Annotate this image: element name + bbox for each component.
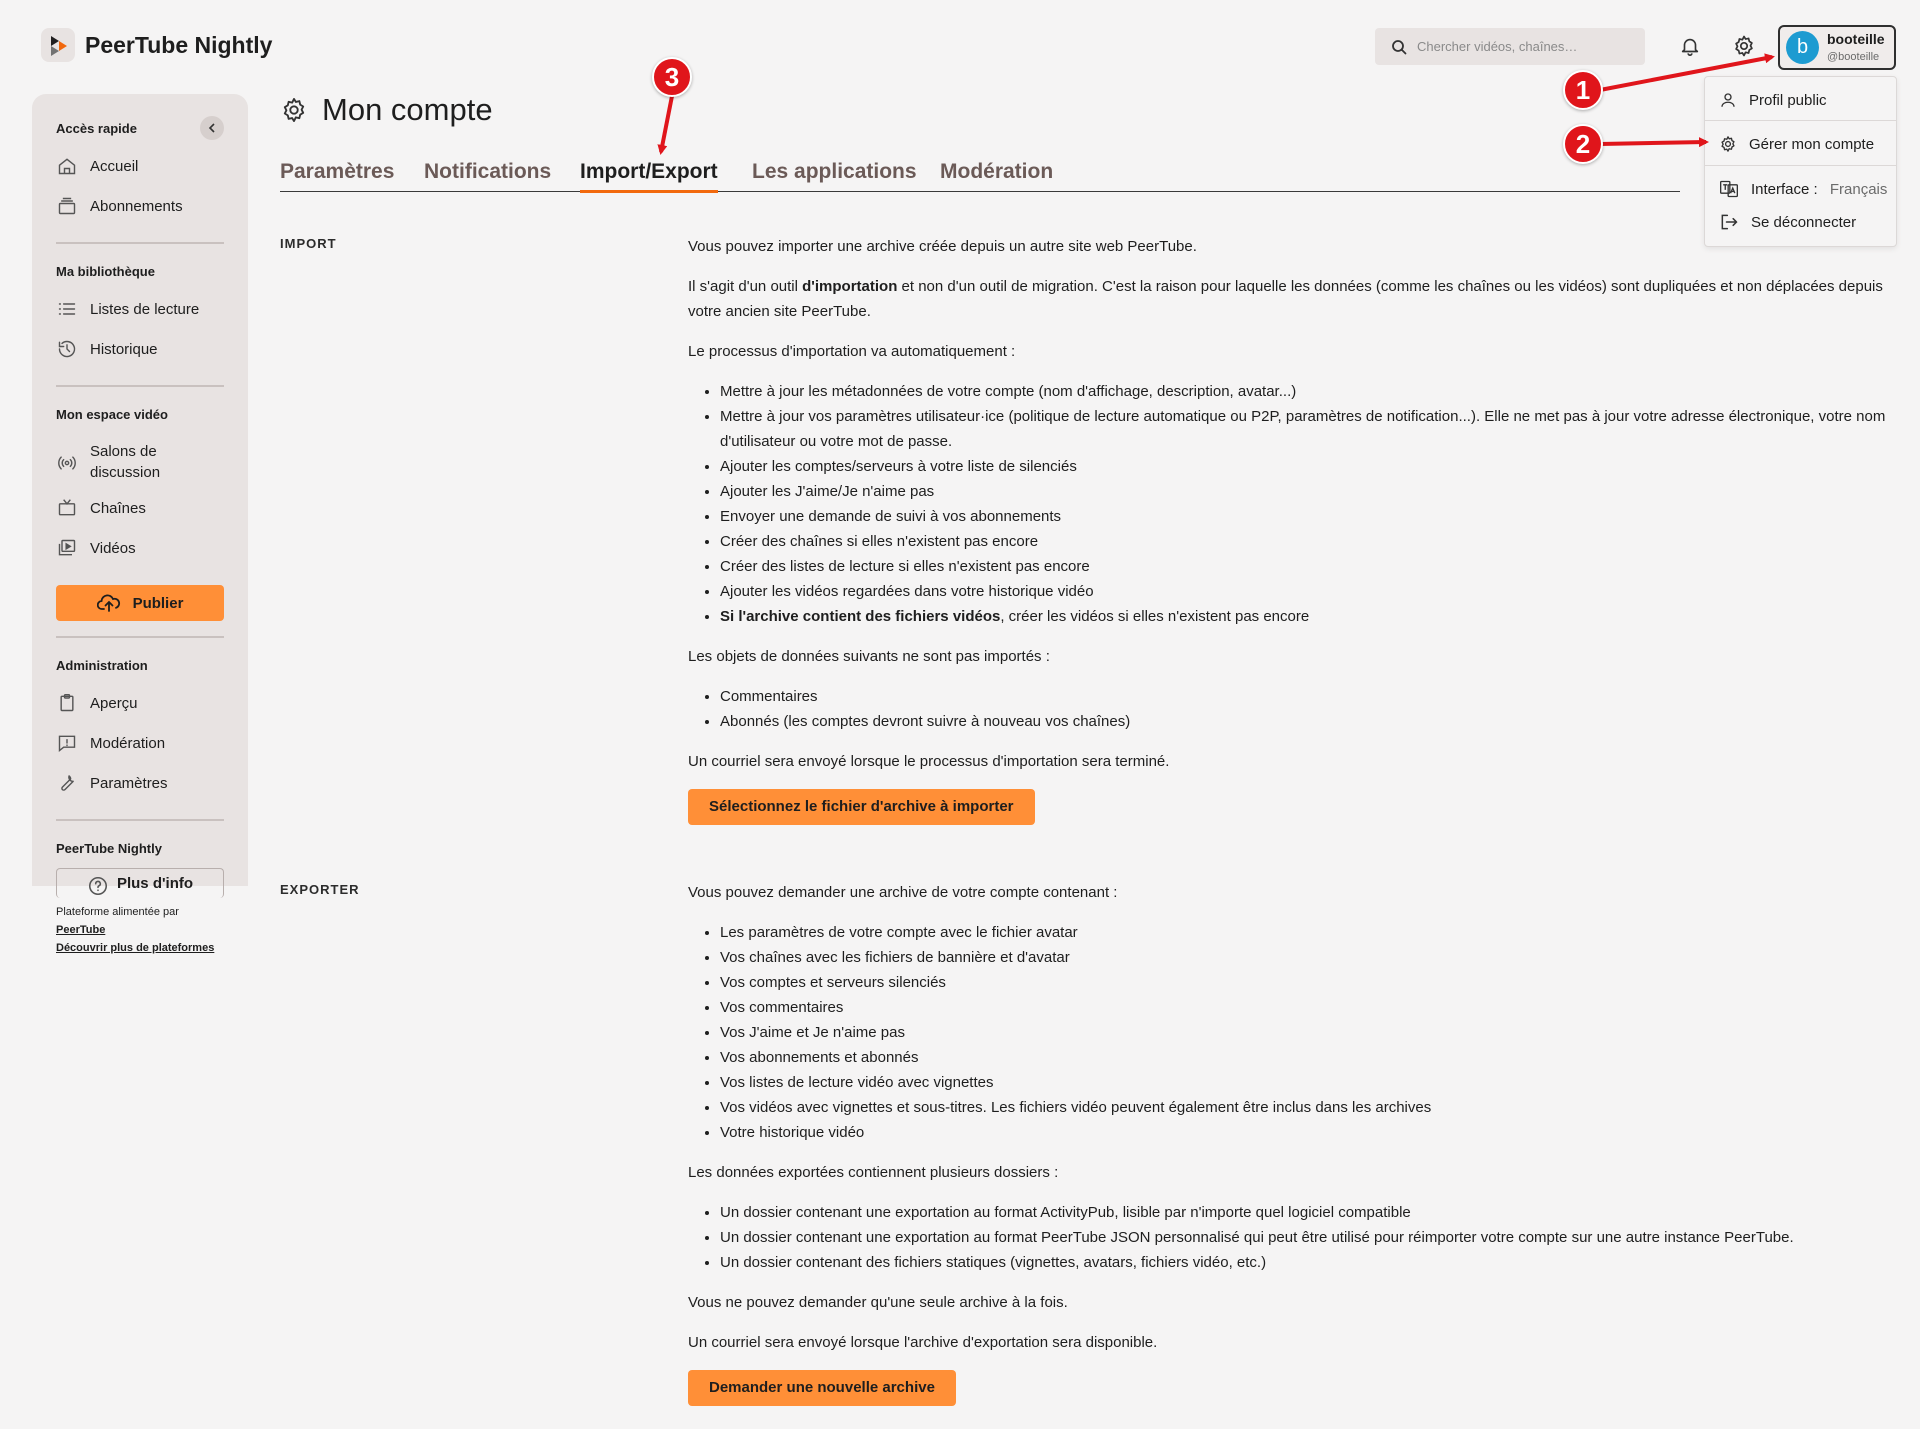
- sidebar-section-video-space: Mon espace vidéo: [56, 407, 168, 422]
- tv-icon: [56, 497, 78, 519]
- publish-button[interactable]: [56, 585, 224, 621]
- home-icon: [56, 155, 78, 177]
- wrench-icon: [56, 772, 78, 794]
- list-item: • Un dossier contenant des fichiers statiques (vignettes, avatars, fichiers vidéo, etc.): [720, 1250, 1898, 1275]
- report-icon: [56, 732, 78, 754]
- annotation-marker-1: 1: [1563, 70, 1603, 110]
- footer-link-discover-platforms[interactable]: Découvrir plus de plateformes: [56, 942, 215, 954]
- upload-cloud-icon: [97, 593, 121, 613]
- sidebar: [32, 94, 248, 892]
- sidebar-item-playlists[interactable]: [56, 298, 199, 320]
- sidebar-footer: [56, 903, 214, 957]
- import-process-list: [720, 379, 1898, 629]
- export-section: [688, 880, 1898, 1406]
- footer-link-peertube[interactable]: PeerTube: [56, 924, 106, 936]
- export-intro: Vous pouvez demander une archive de votre compte contenant :: [688, 884, 1118, 901]
- interface-language-value: Français: [1829, 180, 1888, 198]
- sidebar-item-label: Paramètres: [90, 774, 168, 792]
- videos-icon: [56, 537, 78, 559]
- sidebar-item-channels[interactable]: [56, 497, 146, 519]
- list-icon: [56, 298, 78, 320]
- broadcast-icon: [56, 452, 78, 474]
- annotation-marker-3: 3: [652, 57, 692, 97]
- sidebar-item-label: Chaînes: [90, 499, 146, 517]
- menu-item-label: Gérer mon compte: [1749, 135, 1875, 153]
- user-display-name: booteille: [1827, 31, 1885, 48]
- sidebar-item-label: Aperçu: [90, 694, 138, 712]
- list-item: • Un dossier contenant une exportation au format PeerTube JSON personnalisé qui peut être utilisé pour réimporter votre compte sur une autre instance PeerTube.: [720, 1225, 1898, 1250]
- chevron-left-icon: [206, 122, 218, 134]
- gear-icon: [280, 96, 308, 124]
- more-info-button[interactable]: [56, 868, 224, 898]
- import-tool-note: Il s'agit d'un outil d'importation et non d'un outil de migration. C'est la raison pour laquelle les données (comme les chaînes ou les vidéos) sont dupliquées et non déplacées depuis votre ancien site PeerTube.: [688, 278, 1883, 320]
- sidebar-section-library: Ma bibliothèque: [56, 264, 155, 279]
- import-not-imported-intro: Les objets de données suivants ne sont pas importés :: [688, 648, 1050, 665]
- list-item: • Mettre à jour les métadonnées de votre compte (nom d'affichage, description, avatar...): [720, 379, 1898, 404]
- tab-import-export[interactable]: Import/Export: [580, 160, 718, 193]
- list-item: • Ajouter les J'aime/Je n'aime pas: [720, 479, 1898, 504]
- list-item: • Vos commentaires: [720, 995, 1898, 1020]
- sidebar-item-label: Modération: [90, 734, 166, 752]
- import-section-label: IMPORT: [280, 236, 337, 251]
- list-item: • Vos J'aime et Je n'aime pas: [720, 1020, 1898, 1045]
- account-tabs: [280, 160, 1680, 192]
- tab-notifications[interactable]: Notifications: [424, 160, 552, 183]
- list-item: • Créer des listes de lecture si elles n'existent pas encore: [720, 554, 1898, 579]
- list-item: • Commentaires: [720, 684, 1898, 709]
- help-circle-icon: [87, 875, 109, 897]
- page-title-text: Mon compte: [322, 92, 493, 127]
- list-item: • Créer des chaînes si elles n'existent pas encore: [720, 529, 1898, 554]
- menu-item-label: Se déconnecter: [1751, 213, 1857, 231]
- list-item: • Ajouter les comptes/serveurs à votre liste de silenciés: [720, 454, 1898, 479]
- import-email-note: Un courriel sera envoyé lorsque le processus d'importation sera terminé.: [688, 753, 1170, 770]
- tab-applications[interactable]: Les applications: [752, 160, 917, 183]
- avatar: b: [1786, 31, 1819, 64]
- export-email-note: Un courriel sera envoyé lorsque l'archive d'exportation sera disponible.: [688, 1334, 1158, 1351]
- subscriptions-icon: [56, 195, 78, 217]
- arrow-2: [1600, 142, 1706, 144]
- list-item: • Vos chaînes avec les fichiers de bannière et d'avatar: [720, 945, 1898, 970]
- sidebar-item-live-chat[interactable]: [56, 441, 190, 483]
- sidebar-section-instance: PeerTube Nightly: [56, 841, 162, 856]
- export-section-label: EXPORTER: [280, 882, 360, 897]
- sidebar-divider: [56, 636, 224, 638]
- sidebar-item-label: Vidéos: [90, 539, 136, 557]
- page-title: [280, 92, 493, 128]
- interface-label: Interface :: [1751, 180, 1818, 198]
- list-item: • Un dossier contenant une exportation au format ActivityPub, lisible par n'importe quel logiciel compatible: [720, 1200, 1898, 1225]
- request-new-archive-button[interactable]: Demander une nouvelle archive: [688, 1370, 956, 1406]
- sidebar-item-overview[interactable]: [56, 692, 138, 714]
- user-handle: @booteille: [1827, 50, 1880, 63]
- list-item: • Vos comptes et serveurs silenciés: [720, 970, 1898, 995]
- list-item: • Ajouter les vidéos regardées dans votre historique vidéo: [720, 579, 1898, 604]
- sidebar-item-home[interactable]: [56, 155, 138, 177]
- sidebar-item-label: Historique: [90, 340, 158, 358]
- import-not-imported-list: [720, 684, 1898, 734]
- publish-label: Publier: [132, 594, 184, 612]
- export-items-list: [720, 920, 1898, 1145]
- list-item: • Vos vidéos avec vignettes et sous-titres. Les fichiers vidéo peuvent également être inclus dans les archives: [720, 1095, 1898, 1120]
- export-folders-list: [720, 1200, 1898, 1275]
- export-one-at-a-time: Vous ne pouvez demander qu'une seule archive à la fois.: [688, 1294, 1068, 1311]
- import-section: [688, 234, 1898, 825]
- clipboard-icon: [56, 692, 78, 714]
- sidebar-item-videos[interactable]: [56, 537, 136, 559]
- app-name: PeerTube Nightly: [85, 31, 273, 58]
- import-intro: Vous pouvez importer une archive créée depuis un autre site web PeerTube.: [688, 238, 1197, 255]
- tab-settings[interactable]: Paramètres: [280, 160, 395, 183]
- tab-moderation[interactable]: Modération: [940, 160, 1054, 183]
- sidebar-section-administration: Administration: [56, 658, 148, 673]
- sidebar-divider: [56, 819, 224, 821]
- list-item: • Vos abonnements et abonnés: [720, 1045, 1898, 1070]
- history-icon: [56, 338, 78, 360]
- sidebar-item-subscriptions[interactable]: [56, 195, 183, 217]
- sidebar-divider: [56, 242, 224, 244]
- sidebar-item-label: Listes de lecture: [90, 300, 200, 318]
- sidebar-item-label: Accueil: [90, 157, 139, 175]
- sidebar-item-moderation[interactable]: [56, 732, 165, 754]
- sidebar-item-label: Salons de discussion: [90, 443, 161, 481]
- footer-text: Plateforme alimentée par: [56, 906, 179, 918]
- list-item: • Vos listes de lecture vidéo avec vignettes: [720, 1070, 1898, 1095]
- sidebar-item-history[interactable]: [56, 338, 158, 360]
- list-item: • Si l'archive contient des fichiers vidéos, créer les vidéos si elles n'existent pas encore: [720, 604, 1898, 629]
- select-import-archive-button[interactable]: Sélectionnez le fichier d'archive à importer: [688, 789, 1035, 825]
- sidebar-section-quick-access: Accès rapide: [56, 121, 137, 136]
- export-folders-intro: Les données exportées contiennent plusieurs dossiers :: [688, 1164, 1059, 1181]
- arrow-1: [1600, 57, 1772, 90]
- more-info-label: Plus d'info: [116, 875, 194, 892]
- list-item: • Abonnés (les comptes devront suivre à nouveau vos chaînes): [720, 709, 1898, 734]
- list-item: • Mettre à jour vos paramètres utilisateur·ice (politique de lecture automatique ou P2P, paramètres de notification...). Elle ne met pas à jour votre adresse électronique, votre nom d'utilisateur ou votre mot de passe.: [720, 404, 1898, 454]
- arrow-3: [661, 96, 672, 152]
- sidebar-item-label: Abonnements: [90, 197, 183, 215]
- list-item: • Envoyer une demande de suivi à vos abonnements: [720, 504, 1898, 529]
- menu-item-label: Profil public: [1749, 91, 1827, 109]
- import-process-intro: Le processus d'importation va automatiquement :: [688, 343, 1016, 360]
- collapse-sidebar-button[interactable]: [200, 116, 224, 140]
- sidebar-item-settings[interactable]: [56, 772, 168, 794]
- annotation-marker-2: 2: [1563, 124, 1603, 164]
- sidebar-divider: [56, 385, 224, 387]
- list-item: • Les paramètres de votre compte avec le fichier avatar: [720, 920, 1898, 945]
- list-item: • Votre historique vidéo: [720, 1120, 1898, 1145]
